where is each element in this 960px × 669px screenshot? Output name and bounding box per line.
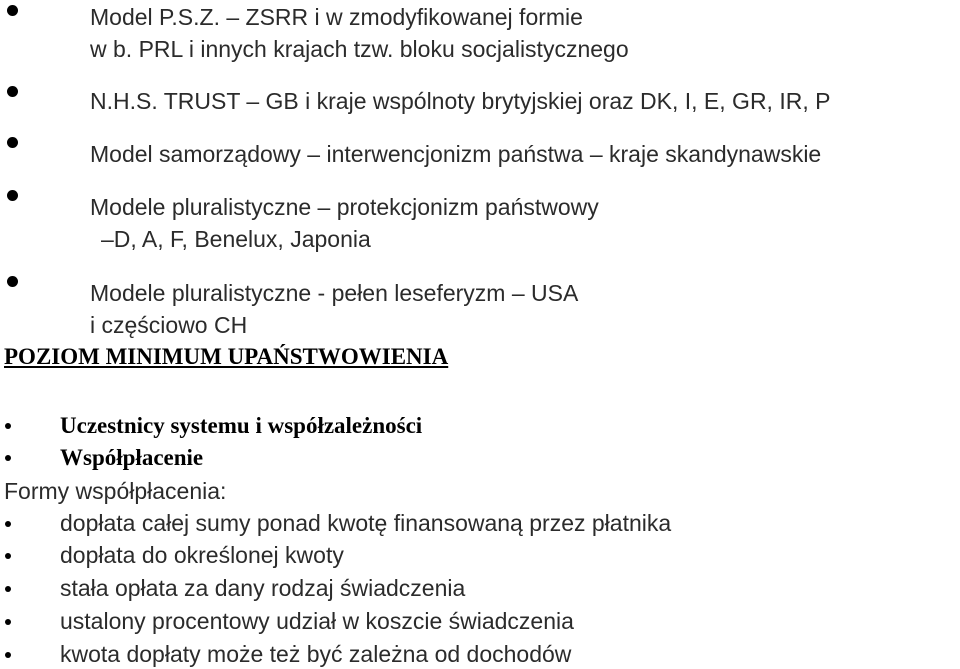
- forms-label: Formy współpłacenia:: [4, 478, 227, 504]
- bold-item-2: Współpłacenie: [60, 445, 204, 470]
- bullet-icon: [5, 455, 11, 461]
- model-4-line-2: –D, A, F, Benelux, Japonia: [101, 226, 371, 252]
- model-5-line-2: i częściowo CH: [90, 312, 248, 338]
- bullet-icon: [5, 521, 11, 527]
- bullet-icon: [5, 652, 11, 658]
- model-4-line-1: Modele pluralistyczne – protekcjonizm państwowy: [90, 194, 599, 220]
- bullet-icon: [7, 276, 18, 287]
- bullet-icon: [7, 5, 18, 16]
- bullet-icon: [5, 423, 11, 429]
- model-5-line-1: Modele pluralistyczne - pełen leseferyzm – USA: [90, 280, 579, 306]
- bullet-icon: [5, 553, 11, 559]
- section-heading: POZIOM MINIMUM UPAŃSTWOWIENIA: [4, 344, 449, 369]
- form-item-4: ustalony procentowy udział w koszcie świadczenia: [60, 608, 574, 634]
- form-item-1: dopłata całej sumy ponad kwotę finansowaną przez płatnika: [60, 510, 672, 536]
- model-3-line-1: Model samorządowy – interwencjonizm państwa – kraje skandynawskie: [90, 141, 822, 167]
- bold-item-1: Uczestnicy systemu i współzależności: [60, 413, 423, 438]
- model-1-line-2: w b. PRL i innych krajach tzw. bloku socjalistycznego: [90, 36, 629, 62]
- bullet-icon: [7, 137, 18, 148]
- model-2-line-1: N.H.S. TRUST – GB i kraje wspólnoty brytyjskiej oraz DK, I, E, GR, IR, P: [90, 88, 831, 114]
- bullet-icon: [5, 619, 11, 625]
- model-1-line-1: Model P.S.Z. – ZSRR i w zmodyfikowanej formie: [90, 4, 583, 30]
- bullet-icon: [7, 190, 18, 201]
- form-item-5: kwota dopłaty może też być zależna od dochodów: [60, 641, 572, 667]
- bullet-icon: [5, 586, 11, 592]
- form-item-3: stała opłata za dany rodzaj świadczenia: [60, 575, 466, 601]
- form-item-2: dopłata do określonej kwoty: [60, 542, 344, 568]
- bullet-icon: [7, 86, 18, 97]
